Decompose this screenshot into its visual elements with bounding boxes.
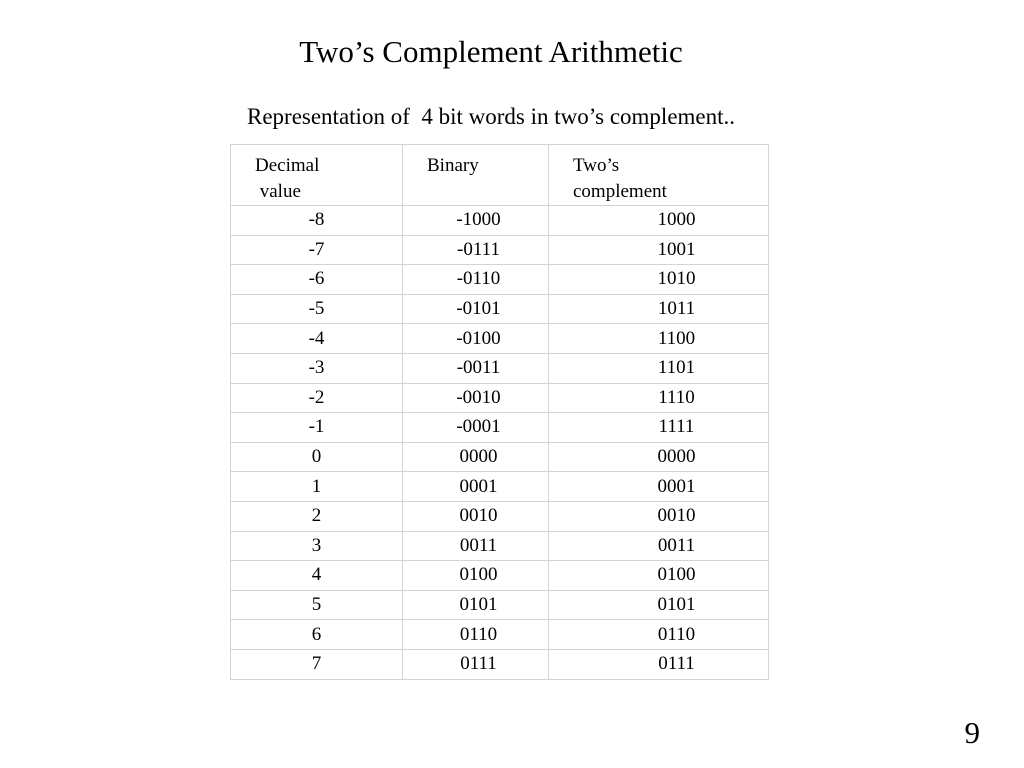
table-row xyxy=(231,501,769,531)
cell-binary: -0111 xyxy=(403,235,549,265)
table-row xyxy=(231,235,769,265)
cell-decimal: -7 xyxy=(231,235,403,265)
cell-binary: -0010 xyxy=(403,383,549,413)
cell-decimal: -8 xyxy=(231,206,403,236)
cell-twos-complement: 1101 xyxy=(549,353,769,383)
cell-decimal: 4 xyxy=(231,561,403,591)
cell-binary: 0011 xyxy=(403,531,549,561)
table-row xyxy=(231,353,769,383)
cell-binary: 0111 xyxy=(403,649,549,679)
cell-binary: -1000 xyxy=(403,206,549,236)
cell-twos-complement: 0110 xyxy=(549,620,769,650)
cell-twos-complement: 0111 xyxy=(549,649,769,679)
table-row xyxy=(231,472,769,502)
cell-decimal: -2 xyxy=(231,383,403,413)
cell-decimal: -6 xyxy=(231,265,403,295)
table-row xyxy=(231,531,769,561)
cell-decimal: 6 xyxy=(231,620,403,650)
header-decimal-value: Decimal value xyxy=(231,145,403,206)
cell-binary: -0100 xyxy=(403,324,549,354)
cell-decimal: -5 xyxy=(231,294,403,324)
cell-twos-complement: 0011 xyxy=(549,531,769,561)
cell-binary: 0110 xyxy=(403,620,549,650)
table-row xyxy=(231,649,769,679)
table-header-row xyxy=(231,145,769,206)
cell-twos-complement: 1111 xyxy=(549,413,769,443)
cell-binary: 0000 xyxy=(403,442,549,472)
table-row xyxy=(231,442,769,472)
cell-binary: 0001 xyxy=(403,472,549,502)
cell-decimal: 2 xyxy=(231,501,403,531)
cell-binary: 0101 xyxy=(403,590,549,620)
cell-decimal: -4 xyxy=(231,324,403,354)
table-row xyxy=(231,620,769,650)
slide-subtitle: Representation of 4 bit words in two’s complement.. xyxy=(246,104,736,129)
twos-complement-table xyxy=(230,144,769,680)
cell-binary: -0110 xyxy=(403,265,549,295)
cell-twos-complement: 1011 xyxy=(549,294,769,324)
table-row xyxy=(231,590,769,620)
cell-twos-complement: 0001 xyxy=(549,472,769,502)
header-twos-complement: Two’s complement xyxy=(549,145,769,206)
cell-decimal: 7 xyxy=(231,649,403,679)
cell-twos-complement: 0100 xyxy=(549,561,769,591)
table-row xyxy=(231,206,769,236)
cell-twos-complement: 1110 xyxy=(549,383,769,413)
cell-decimal: 1 xyxy=(231,472,403,502)
cell-twos-complement: 1100 xyxy=(549,324,769,354)
cell-binary: -0011 xyxy=(403,353,549,383)
cell-decimal: -3 xyxy=(231,353,403,383)
page-number: 9 xyxy=(964,715,980,750)
table-row xyxy=(231,561,769,591)
cell-twos-complement: 1001 xyxy=(549,235,769,265)
cell-binary: -0001 xyxy=(403,413,549,443)
table-row xyxy=(231,413,769,443)
header-binary: Binary xyxy=(403,145,549,206)
table-row xyxy=(231,294,769,324)
cell-decimal: 0 xyxy=(231,442,403,472)
cell-twos-complement: 0000 xyxy=(549,442,769,472)
cell-binary: 0100 xyxy=(403,561,549,591)
cell-twos-complement: 0010 xyxy=(549,501,769,531)
table-row xyxy=(231,324,769,354)
slide-title: Two’s Complement Arithmetic xyxy=(299,34,683,69)
cell-decimal: -1 xyxy=(231,413,403,443)
cell-twos-complement: 1010 xyxy=(549,265,769,295)
cell-twos-complement: 1000 xyxy=(549,206,769,236)
cell-decimal: 3 xyxy=(231,531,403,561)
cell-decimal: 5 xyxy=(231,590,403,620)
cell-binary: 0010 xyxy=(403,501,549,531)
table-row xyxy=(231,265,769,295)
table-row xyxy=(231,383,769,413)
cell-twos-complement: 0101 xyxy=(549,590,769,620)
table-body xyxy=(231,206,769,680)
cell-binary: -0101 xyxy=(403,294,549,324)
